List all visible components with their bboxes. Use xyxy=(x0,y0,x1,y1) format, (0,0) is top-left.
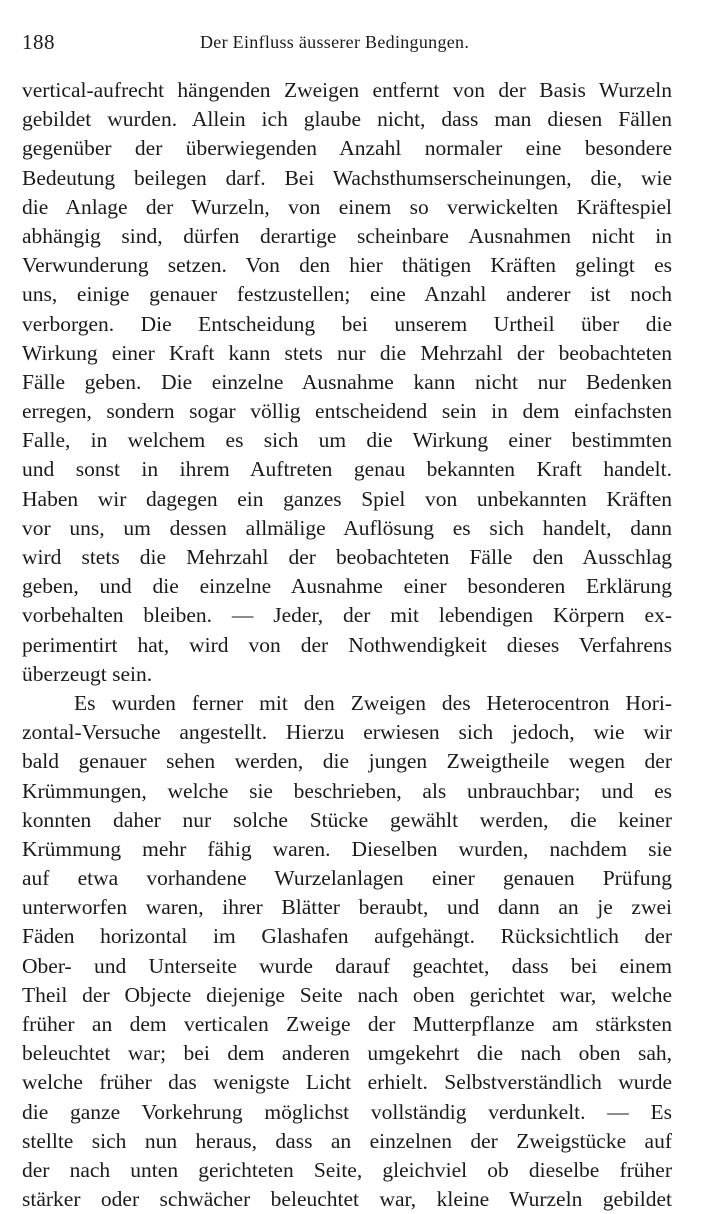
text-line: vor uns, um dessen allmälige Auflösung es sich handelt, dann xyxy=(22,515,672,540)
text-line: Verwunderung setzen. Von den hier thätigen Kräften gelingt es xyxy=(22,253,672,278)
text-line: und sonst in ihrem Auftreten genau bekannten Kraft handelt. xyxy=(22,457,672,482)
text-line: der nach unten gerichteten Seite, gleichviel ob dieselbe früher xyxy=(22,1157,672,1182)
text-line: verborgen. Die Entscheidung bei unserem Urtheil über die xyxy=(22,311,672,336)
page-header xyxy=(22,30,672,58)
text-line: gebildet wurden. Allein ich glaube nicht, dass man diesen Fällen xyxy=(22,107,672,132)
text-line: beleuchtet war; bei dem anderen umgekehrt die nach oben sah, xyxy=(22,1041,672,1066)
text-line: die ganze Vorkehrung möglichst vollständig verdunkelt. — Es xyxy=(22,1099,672,1124)
text-line: Bedeutung beilegen darf. Bei Wachsthumserscheinungen, die, wie xyxy=(22,165,672,190)
text-line: Theil der Objecte diejenige Seite nach oben gerichtet war, welche xyxy=(22,982,672,1007)
text-line: die Anlage der Wurzeln, von einem so verwickelten Kräftespiel xyxy=(22,194,672,219)
text-line: Fäden horizontal im Glashafen aufgehängt. Rücksichtlich der xyxy=(22,924,672,949)
text-line: konnten daher nur solche Stücke gewählt werden, die keiner xyxy=(22,807,672,832)
text-line: geben, und die einzelne Ausnahme einer besonderen Erklärung xyxy=(22,574,672,599)
text-line: vertical-aufrecht hängenden Zweigen entfernt von der Basis Wurzeln xyxy=(22,78,672,102)
text-line: früher an dem verticalen Zweige der Mutterpflanze am stärksten xyxy=(22,1012,672,1036)
text-line: erregen, sondern sogar völlig entscheidend sein in dem einfachsten xyxy=(22,399,672,424)
text-line: Krümmung mehr fähig waren. Dieselben wurden, nachdem sie xyxy=(22,836,672,861)
text-line: stellte sich nun heraus, dass an einzelnen der Zweigstücke auf xyxy=(22,1128,672,1153)
text-line: unterworfen waren, ihrer Blätter beraubt, und dann an je zwei xyxy=(22,895,672,920)
text-line: Falle, in welchem es sich um die Wirkung einer bestimmten xyxy=(22,428,672,453)
text-line: bald genauer sehen werden, die jungen Zweigtheile wegen der xyxy=(22,749,672,774)
text-line: gegenüber der überwiegenden Anzahl normaler eine besondere xyxy=(22,136,672,161)
body-text xyxy=(22,76,672,1214)
text-line: abhängig sind, dürfen derartige scheinbare Ausnahmen nicht in xyxy=(22,223,672,248)
text-line: Haben wir dagegen ein ganzes Spiel von unbekannten Kräften xyxy=(22,486,672,511)
paragraph-first-line: Es wurden ferner mit den Zweigen des Heterocentron Hori- xyxy=(74,690,672,715)
text-line: Ober- und Unterseite wurde darauf geachtet, dass bei einem xyxy=(22,953,672,978)
text-line: Fälle geben. Die einzelne Ausnahme kann nicht nur Bedenken xyxy=(22,369,672,394)
page-number: 188 xyxy=(22,30,55,54)
text-line: Krümmungen, welche sie beschrieben, als unbrauchbar; und es xyxy=(22,778,672,803)
text-line: uns, einige genauer festzustellen; eine Anzahl anderer ist noch xyxy=(22,282,672,307)
text-line: wird stets die Mehrzahl der beobachteten Fälle den Ausschlag xyxy=(22,545,672,569)
running-head: Der Einfluss äusserer Bedingungen. xyxy=(200,32,470,52)
text-line: welche früher das wenigste Licht erhielt. Selbstverständlich wurde xyxy=(22,1070,672,1095)
text-line: zontal-Versuche angestellt. Hierzu erwiesen sich jedoch, wie wir xyxy=(22,720,672,745)
text-line: vorbehalten bleiben. — Jeder, der mit lebendigen Körpern ex- xyxy=(22,603,672,628)
text-line: perimentirt hat, wird von der Nothwendigkeit dieses Verfahrens xyxy=(22,632,672,657)
text-line: Wirkung einer Kraft kann stets nur die Mehrzahl der beobachteten xyxy=(22,340,672,365)
text-line: stärker oder schwächer beleuchtet war, kleine Wurzeln gebildet xyxy=(22,1187,672,1212)
text-line: überzeugt sein. xyxy=(22,661,153,686)
text-line: auf etwa vorhandene Wurzelanlagen einer genauen Prüfung xyxy=(22,866,672,891)
